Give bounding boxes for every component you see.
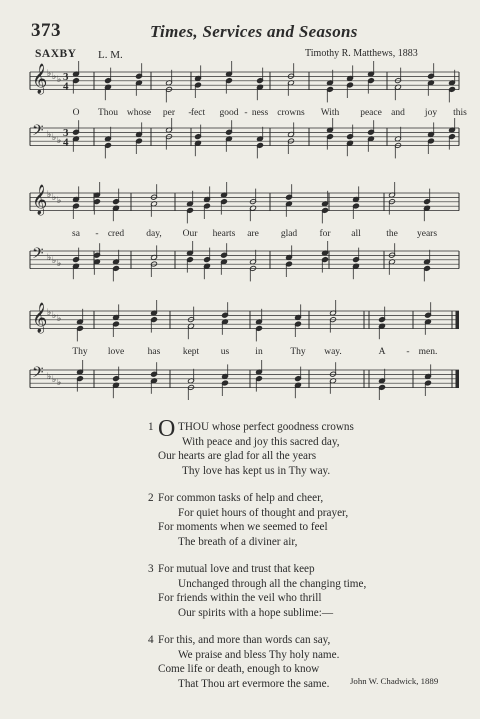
lyric-syllable: Our (182, 229, 198, 239)
lyric-syllable: - (95, 229, 99, 239)
flat-sign-icon: ♭ (47, 307, 52, 317)
lyric-syllable: and (391, 108, 405, 118)
lyric-syllable: per (162, 108, 176, 118)
flat-sign-icon: ♭ (52, 132, 57, 142)
verse-line (148, 562, 366, 577)
treble-clef-icon: 𝄞 (32, 64, 48, 94)
verse (148, 491, 366, 549)
lyric-syllable: Thy (72, 347, 88, 357)
verse-line (148, 648, 366, 663)
lyric-syllable: the (386, 229, 398, 239)
verse-line (148, 677, 366, 692)
verse-text: Unchanged through all the changing time, (178, 577, 367, 590)
verse-number: 4 (148, 633, 154, 646)
verse-line (148, 591, 366, 606)
lyric-syllable: peace (360, 108, 382, 118)
verse-number: 3 (148, 562, 154, 575)
bass-clef-icon: 𝄢 (32, 245, 44, 266)
lyric-syllable: A (378, 347, 386, 357)
lyric-syllable: fect (190, 108, 206, 118)
verse-line (148, 577, 366, 592)
bass-clef-icon: 𝄢 (32, 364, 44, 385)
verse-text: The breath of a diviner air, (178, 535, 298, 548)
text-author: John W. Chadwick, 1889 (350, 676, 439, 686)
flat-sign-icon: ♭ (52, 192, 57, 202)
verse-line (148, 662, 366, 677)
verse-text: Our spirits with a hope sublime:— (178, 606, 334, 619)
flat-sign-icon: ♭ (57, 74, 62, 84)
lyric-syllable: this (453, 108, 467, 118)
verse-text: THOU whose perfect goodness crowns (178, 421, 354, 433)
bass-clef-icon: 𝄢 (32, 122, 44, 143)
drop-cap: O (158, 416, 176, 442)
verse-line (148, 435, 366, 450)
page-number: 373 (31, 20, 61, 41)
time-signature: 3 (63, 127, 69, 139)
flat-sign-icon: ♭ (52, 310, 57, 320)
verse (148, 416, 366, 478)
verse-text: For friends within the veil who thrill (158, 592, 322, 605)
lyric-syllable: sa (72, 229, 80, 239)
lyric-syllable: are (247, 229, 259, 239)
flat-sign-icon: ♭ (47, 189, 52, 199)
tune-meter: L. M. (98, 49, 123, 61)
time-signature: 4 (63, 136, 69, 149)
lyric-syllable: hearts (212, 229, 236, 239)
flat-sign-icon: ♭ (47, 252, 52, 262)
flat-sign-icon: ♭ (52, 71, 57, 81)
lyric-syllable: kept (182, 347, 200, 357)
treble-clef-icon: 𝄞 (32, 303, 48, 333)
lyric-syllable: day, (146, 229, 162, 239)
final-bar-line (456, 370, 459, 388)
page-header: Times, Services and Seasons (150, 22, 358, 41)
verse-text: Thy love has kept us in Thy way. (182, 464, 331, 477)
lyrics-system-3 (0, 347, 480, 359)
verse-text: For moments when we seemed to feel (158, 521, 328, 534)
final-bar-line (456, 311, 459, 329)
verse-text: We praise and bless Thy holy name. (178, 648, 340, 661)
verse-text: Come life or death, enough to know (158, 663, 320, 676)
verses (148, 416, 367, 704)
verse-line (148, 606, 366, 621)
verse-number: 2 (148, 491, 154, 504)
time-signature: 3 (63, 71, 69, 83)
flat-sign-icon: ♭ (57, 135, 62, 145)
verse-text: For mutual love and trust that keep (158, 562, 315, 575)
lyric-syllable: years (416, 229, 438, 239)
verse-number: 1 (148, 421, 154, 433)
verse (148, 562, 366, 620)
lyric-syllable: crowns (277, 108, 305, 118)
lyric-syllable: Thou (97, 108, 119, 118)
lyric-syllable: glad (280, 229, 298, 239)
verse (148, 633, 366, 691)
verse-line (148, 464, 366, 479)
lyric-syllable: cred (107, 229, 125, 239)
lyric-syllable: ness (251, 108, 269, 118)
verse-text: For quiet hours of thought and prayer, (178, 506, 349, 519)
lyrics-system-1 (0, 108, 480, 120)
lyric-syllable: us (220, 347, 230, 357)
flat-sign-icon: ♭ (52, 255, 57, 265)
verse-text: For this, and more than words can say, (158, 633, 331, 646)
lyric-syllable: joy (424, 108, 438, 118)
flat-sign-icon: ♭ (57, 313, 62, 323)
lyric-syllable: men. (418, 347, 438, 357)
lyric-syllable: With (320, 108, 340, 118)
composer: Timothy R. Matthews, 1883 (305, 48, 418, 59)
flat-sign-icon: ♭ (47, 129, 52, 139)
tune-name: SAXBY (35, 48, 77, 60)
flat-sign-icon: ♭ (47, 68, 52, 78)
lyric-syllable: has (147, 347, 161, 357)
lyric-syllable: whose (126, 108, 152, 118)
verse-line (148, 633, 366, 648)
lyric-syllable: love (107, 347, 125, 357)
lyric-syllable: - (188, 108, 192, 118)
verse-line (148, 520, 366, 535)
flat-sign-icon: ♭ (57, 258, 62, 268)
verse-line (148, 491, 366, 506)
verse-line (148, 535, 366, 550)
flat-sign-icon: ♭ (52, 374, 57, 384)
lyric-syllable: good (219, 108, 239, 118)
lyric-syllable: O (72, 108, 80, 118)
lyric-syllable: way. (324, 347, 342, 357)
lyrics-system-2 (0, 229, 480, 241)
flat-sign-icon: ♭ (57, 377, 62, 387)
lyric-syllable: all (351, 229, 361, 239)
lyric-syllable: - (244, 108, 248, 118)
verse-text: Our hearts are glad for all the years (158, 450, 317, 463)
lyric-syllable: in (255, 347, 263, 357)
verse-line (148, 506, 366, 521)
treble-clef-icon: 𝄞 (32, 185, 48, 215)
flat-sign-icon: ♭ (47, 371, 52, 381)
verse-text: For common tasks of help and cheer, (158, 491, 324, 504)
verse-line (148, 449, 366, 464)
time-signature: 4 (63, 80, 69, 93)
verse-text: That Thou art evermore the same. (178, 677, 330, 690)
lyric-syllable: - (406, 347, 410, 357)
verse-text: With peace and joy this sacred day, (182, 435, 340, 448)
lyric-syllable: Thy (290, 347, 306, 357)
flat-sign-icon: ♭ (57, 195, 62, 205)
lyric-syllable: for (319, 229, 331, 239)
